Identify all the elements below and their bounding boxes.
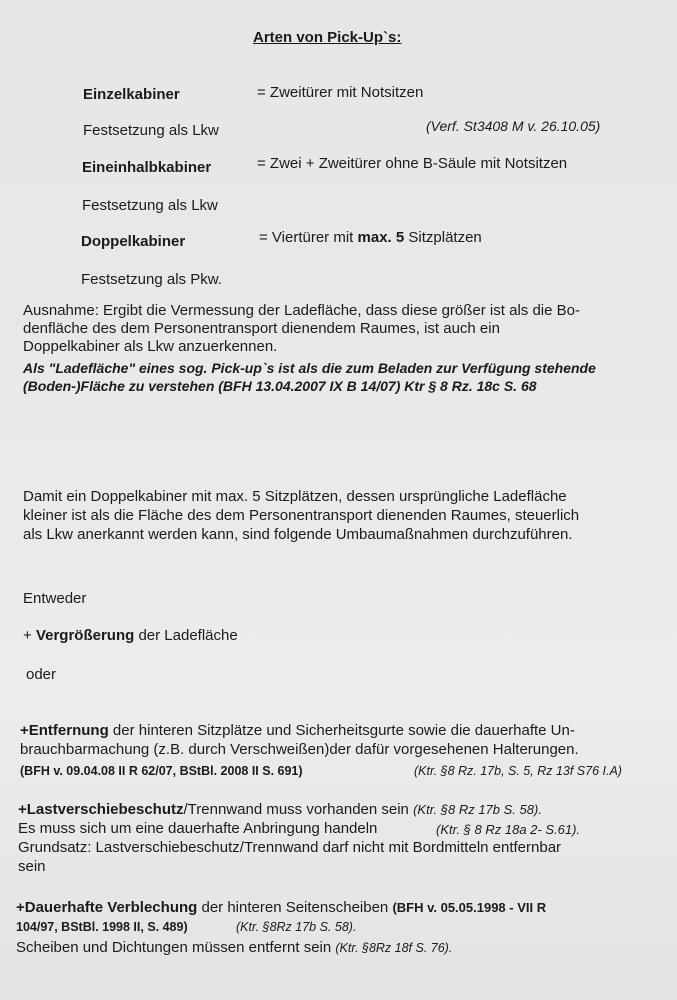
page-title: Arten von Pick-Up`s: bbox=[253, 29, 402, 46]
measure-verblechung-line-1: +Dauerhafte Verblechung der hinteren Seitenscheiben (BFH v. 05.05.1998 - VII R bbox=[16, 899, 547, 916]
type-eineinhalbkabiner-name: Eineinhalbkabiner bbox=[82, 159, 212, 176]
oder-label: oder bbox=[26, 666, 57, 683]
type-einzelkabiner-classification: Festsetzung als Lkw bbox=[83, 122, 219, 139]
type-einzelkabiner-name: Einzelkabiner bbox=[83, 86, 180, 103]
measure-lastverschiebeschutz-line-2: Es muss sich um eine dauerhafte Anbringung handeln bbox=[18, 820, 378, 837]
type-einzelkabiner-definition: = Zweitürer mit Notsitzen bbox=[257, 84, 424, 101]
exception-definition-line-2: (Boden-)Fläche zu verstehen (BFH 13.04.2007 IX B 14/07) Ktr § 8 Rz. 18c S. 68 bbox=[23, 378, 537, 394]
intro-line-2: kleiner ist als die Fläche des dem Personentransport dienenden Raumes, steuerlich bbox=[23, 507, 580, 524]
measure-entfernung-ref-ktr: (Ktr. §8 Rz. 17b, S. 5, Rz 13f S76 I.A) bbox=[414, 764, 622, 778]
type-eineinhalbkabiner-definition: = Zwei + Zweitürer ohne B-Säule mit Notsitzen bbox=[257, 155, 568, 172]
entweder-label: Entweder bbox=[23, 590, 87, 607]
measure-lastverschiebeschutz-ref-2: (Ktr. § 8 Rz 18a 2- S.61). bbox=[436, 822, 581, 837]
measure-lastverschiebeschutz-line-4: sein bbox=[18, 858, 46, 875]
option-vergroesserung: + Vergrößerung der Ladefläche bbox=[23, 627, 238, 644]
measure-entfernung-ref-bfh: (BFH v. 09.04.08 II R 62/07, BStBl. 2008 II S. 691) bbox=[20, 764, 303, 778]
measure-lastverschiebeschutz-line-1: +Lastverschiebeschutz/Trennwand muss vorhanden sein (Ktr. §8 Rz 17b S. 58). bbox=[18, 801, 542, 818]
type-doppelkabiner-definition: = Viertürer mit max. 5 Sitzplätzen bbox=[259, 229, 482, 246]
exception-definition-line-1: Als "Ladefläche" eines sog. Pick-up`s ist als die zum Beladen zur Verfügung stehende bbox=[23, 360, 596, 376]
measure-lastverschiebeschutz-line-3: Grundsatz: Lastverschiebeschutz/Trennwand darf nicht mit Bordmitteln entfernbar bbox=[18, 839, 562, 856]
measure-verblechung-ref-bfh: 104/97, BStBl. 1998 II, S. 489) bbox=[16, 920, 188, 934]
intro-line-3: als Lkw anerkannt werden kann, sind folgende Umbaumaßnahmen durchzuführen. bbox=[23, 526, 573, 543]
measure-entfernung-line-2: brauchbarmachung (z.B. durch Verschweißen)der dafür vorgesehenen Halterungen. bbox=[20, 741, 579, 758]
type-einzelkabiner-reference: (Verf. St3408 M v. 26.10.05) bbox=[426, 118, 601, 134]
type-doppelkabiner-name: Doppelkabiner bbox=[81, 233, 186, 250]
exception-line-2: denfläche des dem Personentransport dienendem Raumes, ist auch ein bbox=[23, 320, 500, 337]
intro-line-1: Damit ein Doppelkabiner mit max. 5 Sitzplätzen, dessen ursprüngliche Ladefläche bbox=[23, 488, 567, 505]
type-eineinhalbkabiner-classification: Festsetzung als Lkw bbox=[82, 197, 218, 214]
type-doppelkabiner-classification: Festsetzung als Pkw. bbox=[81, 271, 222, 288]
measure-verblechung-ref-ktr: (Ktr. §8Rz 17b S. 58). bbox=[236, 920, 357, 934]
measure-entfernung-line-1: +Entfernung der hinteren Sitzplätze und Sicherheitsgurte sowie die dauerhafte Un- bbox=[20, 722, 575, 739]
exception-line-3: Doppelkabiner als Lkw anzuerkennen. bbox=[23, 338, 278, 355]
exception-line-1: Ausnahme: Ergibt die Vermessung der Ladefläche, dass diese größer ist als die Bo- bbox=[23, 302, 580, 319]
measure-verblechung-line-3: Scheiben und Dichtungen müssen entfernt sein (Ktr. §8Rz 18f S. 76). bbox=[16, 939, 453, 956]
